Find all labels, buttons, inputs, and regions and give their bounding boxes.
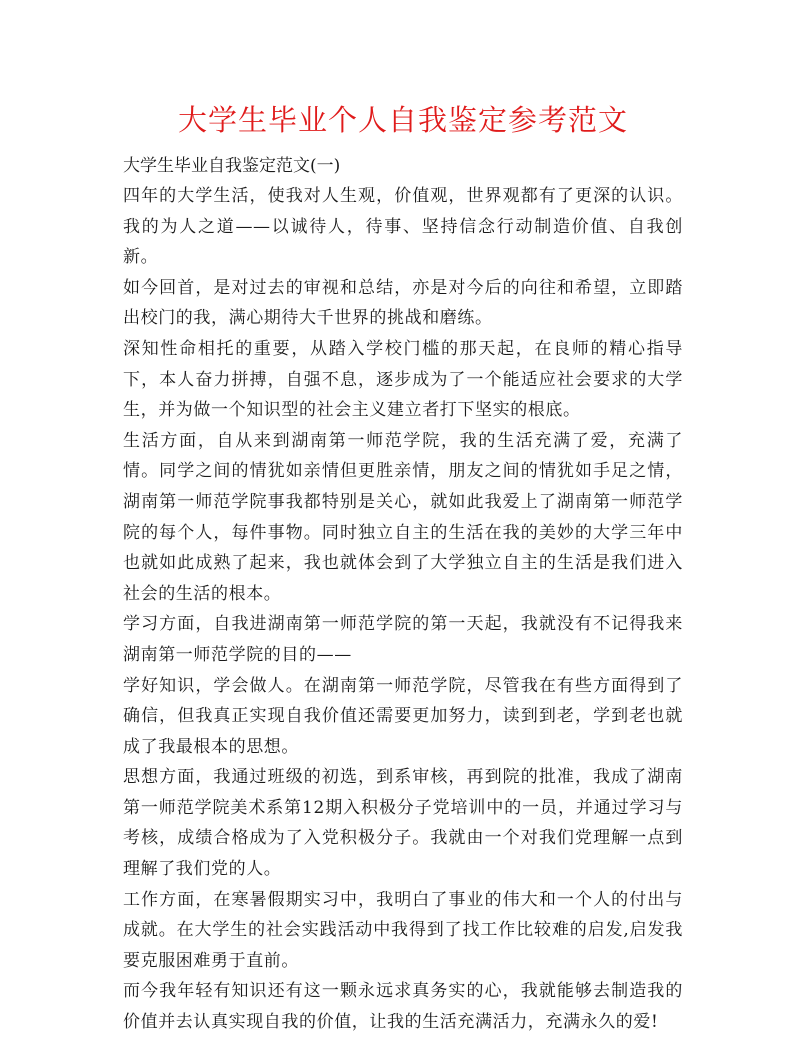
paragraph-6: 学好知识，学会做人。在湖南第一师范学院，尽管我在有些方面得到了确信，但我真正实现自我价值还需要更加努力，读到到老，学到老也就成了我最根本的思想。 bbox=[123, 675, 683, 757]
paragraph-1: 四年的大学生活，使我对人生观，价值观，世界观都有了更深的认识。我的为人之道——以诚待人，待事、坚持信念行动制造价值、自我创新。 bbox=[123, 186, 683, 268]
document-title: 大学生毕业个人自我鉴定参考范文 bbox=[177, 103, 628, 137]
paragraph-7: 思想方面，我通过班级的初选，到系审核，再到院的批准，我成了湖南第一师范学院美术系第12期入积极分子党培训中的一员，并通过学习与考核，成绩合格成为了入党积极分子。我就由一个对我们党理解一点到理解了我们党的人。 bbox=[123, 767, 683, 880]
paragraph-3: 深知性命相托的重要，从踏入学校门槛的那天起，在良师的精心指导下，本人奋力拼搏，自强不息，逐步成为了一个能适应社会要求的大学生，并为做一个知识型的社会主义建立者打下坚实的根底。 bbox=[123, 338, 683, 421]
paragraph-2: 如今回首，是对过去的审视和总结，亦是对今后的向往和希望，立即踏出校门的我，满心期待大千世界的挑战和磨练。 bbox=[123, 277, 683, 329]
document-subtitle: 大学生毕业自我鉴定范文(一) bbox=[123, 156, 341, 176]
paragraph-4: 生活方面，自从来到湖南第一师范学院，我的生活充满了爱，充满了情。同学之间的情犹如亲情但更胜亲情，朋友之间的情犹如手足之情，湖南第一师范学院事我都特别是关心，就如此我爱上了湖南第一师范学院的每个人，每件事物。同时独立自主的生活在我的美妙的大学三年中也就如此成熟了起来，我也就体会到了大学独立自主的生活是我们进入社会的生活的根本。 bbox=[123, 430, 683, 604]
paragraph-5: 学习方面，自我进湖南第一师范学院的第一天起，我就没有不记得我来湖南第一师范学院的目的—— bbox=[123, 614, 683, 665]
document-page bbox=[123, 100, 683, 1038]
paragraph-9: 而今我年轻有知识还有这一颗永远求真务实的心，我就能够去制造我的价值并去认真实现自我的价值，让我的生活充满活力，充满永久的爱! bbox=[123, 981, 683, 1033]
paragraph-8: 工作方面，在寒暑假期实习中，我明白了事业的伟大和一个人的付出与成就。在大学生的社会实践活动中我得到了找工作比较难的启发,启发我要克服困难勇于直前。 bbox=[123, 889, 683, 971]
